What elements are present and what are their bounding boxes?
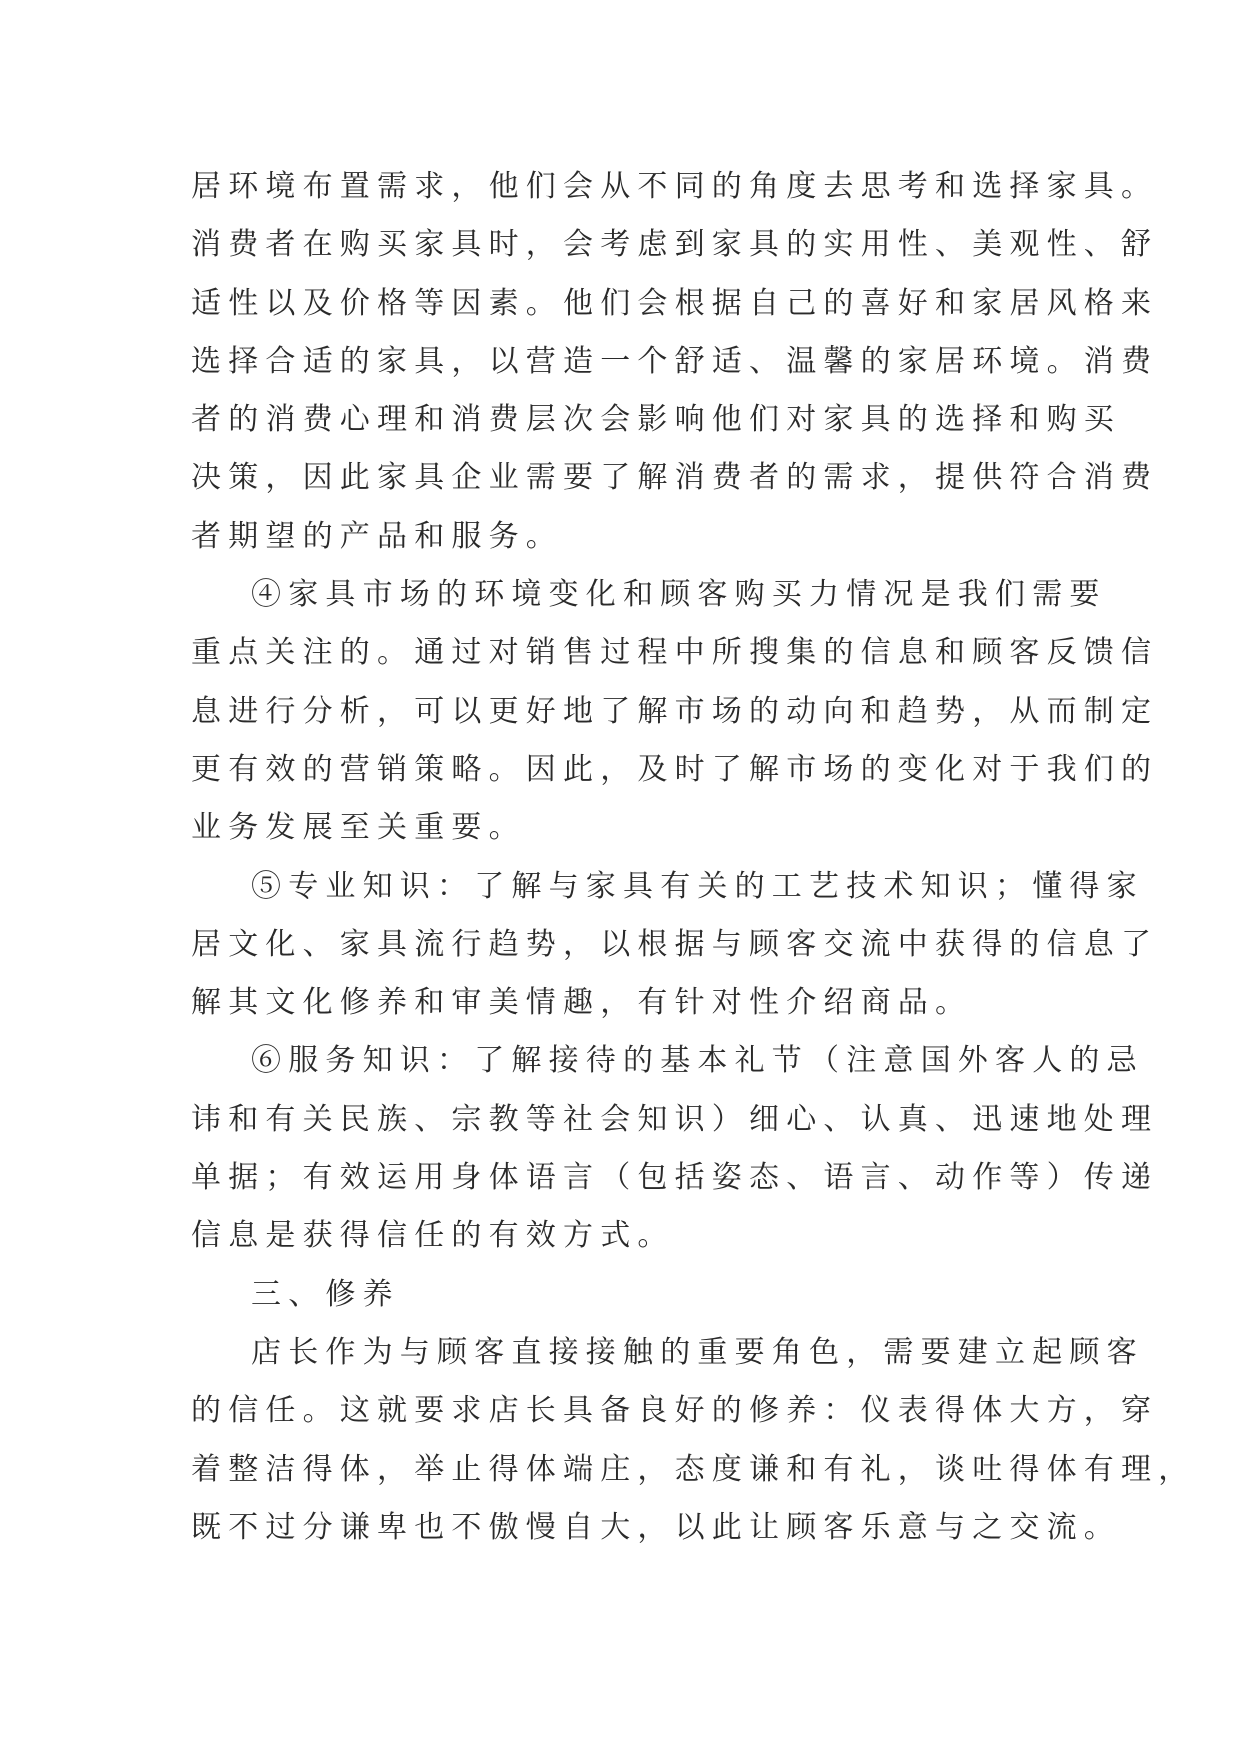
paragraph-start-line: ⑤专业知识：了解与家具有关的工艺技术知识；懂得家 [251, 868, 1144, 904]
text-line: 讳和有关民族、宗教等社会知识）细心、认真、迅速地处理 [191, 1101, 1159, 1137]
body-text [191, 158, 1196, 1557]
text-line: 单据；有效运用身体语言（包括姿态、语言、动作等）传递 [191, 1160, 1159, 1196]
paragraph-start-line: ⑥服务知识：了解接待的基本礼节（注意国外客人的忌 [251, 1043, 1144, 1079]
paragraph-start-line: 店长作为与顾客直接接触的重要角色，需要建立起顾客 [251, 1334, 1144, 1370]
text-line: 重点关注的。通过对销售过程中所搜集的信息和顾客反馈信 [191, 635, 1159, 671]
text-line: 业务发展至关重要。 [191, 810, 526, 846]
text-line: 信息是获得信任的有效方式。 [191, 1218, 675, 1254]
text-line: 的信任。这就要求店长具备良好的修养：仪表得体大方，穿 [191, 1393, 1159, 1429]
text-line: 者期望的产品和服务。 [191, 518, 563, 554]
text-line: 着整洁得体，举止得体端庄，态度谦和有礼，谈吐得体有理， [191, 1451, 1196, 1487]
text-line: 者的消费心理和消费层次会影响他们对家具的选择和购买 [191, 402, 1121, 438]
text-line: 居文化、家具流行趋势，以根据与顾客交流中获得的信息了 [191, 926, 1159, 962]
text-line: 适性以及价格等因素。他们会根据自己的喜好和家居风格来 [191, 285, 1159, 321]
text-line: 决策，因此家具企业需要了解消费者的需求，提供符合消费 [191, 460, 1159, 496]
text-line: 消费者在购买家具时，会考虑到家具的实用性、美观性、舒 [191, 227, 1159, 263]
paragraph-start-line: ④家具市场的环境变化和顾客购买力情况是我们需要 [251, 577, 1107, 613]
text-line: 选择合适的家具，以营造一个舒适、温馨的家居环境。消费 [191, 343, 1159, 379]
text-line: 解其文化修养和审美情趣，有针对性介绍商品。 [191, 985, 973, 1021]
text-line: 更有效的营销策略。因此，及时了解市场的变化对于我们的 [191, 751, 1159, 787]
text-line: 息进行分析，可以更好地了解市场的动向和趋势，从而制定 [191, 693, 1159, 729]
section-heading: 三、修养 [251, 1276, 400, 1312]
text-line: 居环境布置需求，他们会从不同的角度去思考和选择家具。 [191, 169, 1159, 204]
text-line: 既不过分谦卑也不傲慢自大，以此让顾客乐意与之交流。 [191, 1509, 1121, 1545]
